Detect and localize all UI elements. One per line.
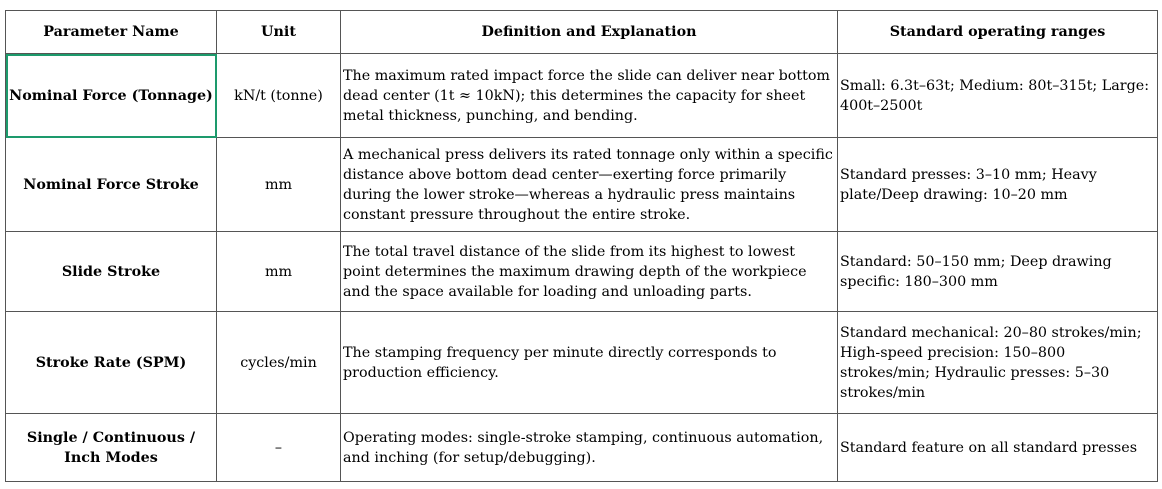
range-cell[interactable]: Standard feature on all standard presses (838, 414, 1158, 482)
parameter-name-cell[interactable]: Nominal Force Stroke (6, 138, 217, 232)
table-row (6, 312, 1158, 414)
unit-cell[interactable]: mm (217, 232, 341, 312)
header-parameter-name[interactable]: Parameter Name (6, 11, 217, 54)
range-cell[interactable]: Standard presses: 3–10 mm; Heavy plate/Deep drawing: 10–20 mm (838, 138, 1158, 232)
parameter-name-cell[interactable]: Slide Stroke (6, 232, 217, 312)
header-operating-ranges[interactable]: Standard operating ranges (838, 11, 1158, 54)
definition-cell[interactable]: A mechanical press delivers its rated tonnage only within a specific distance above bottom dead center—exerting force primarily during the lower stroke—whereas a hydraulic press maintains constant pressure throughout the entire stroke. (341, 138, 838, 232)
parameter-name-cell[interactable]: Stroke Rate (SPM) (6, 312, 217, 414)
definition-cell[interactable]: The total travel distance of the slide from its highest to lowest point determines the maximum drawing depth of the workpiece and the space available for loading and unloading parts. (341, 232, 838, 312)
table-header-row (6, 11, 1158, 54)
parameter-name-cell[interactable]: Single / Continuous / Inch Modes (6, 414, 217, 482)
table-row (6, 54, 1158, 138)
definition-cell[interactable]: The maximum rated impact force the slide can deliver near bottom dead center (1t ≈ 10kN); this determines the capacity for sheet metal thickness, punching, and bending. (341, 54, 838, 138)
unit-cell[interactable]: mm (217, 138, 341, 232)
table-row (6, 414, 1158, 482)
table-row (6, 232, 1158, 312)
range-cell[interactable]: Standard mechanical: 20–80 strokes/min; High-speed precision: 150–800 strokes/min; Hydraulic presses: 5–30 strokes/min (838, 312, 1158, 414)
parameter-name-cell[interactable]: Nominal Force (Tonnage) (6, 54, 217, 138)
range-cell[interactable]: Standard: 50–150 mm; Deep drawing specific: 180–300 mm (838, 232, 1158, 312)
header-unit[interactable]: Unit (217, 11, 341, 54)
unit-cell[interactable]: kN/t (tonne) (217, 54, 341, 138)
parameter-table (5, 10, 1158, 482)
header-definition[interactable]: Definition and Explanation (341, 11, 838, 54)
definition-cell[interactable]: The stamping frequency per minute directly corresponds to production efficiency. (341, 312, 838, 414)
unit-cell[interactable]: cycles/min (217, 312, 341, 414)
definition-cell[interactable]: Operating modes: single-stroke stamping, continuous automation, and inching (for setup/debugging). (341, 414, 838, 482)
table-row (6, 138, 1158, 232)
range-cell[interactable]: Small: 6.3t–63t; Medium: 80t–315t; Large: 400t–2500t (838, 54, 1158, 138)
unit-cell[interactable]: – (217, 414, 341, 482)
